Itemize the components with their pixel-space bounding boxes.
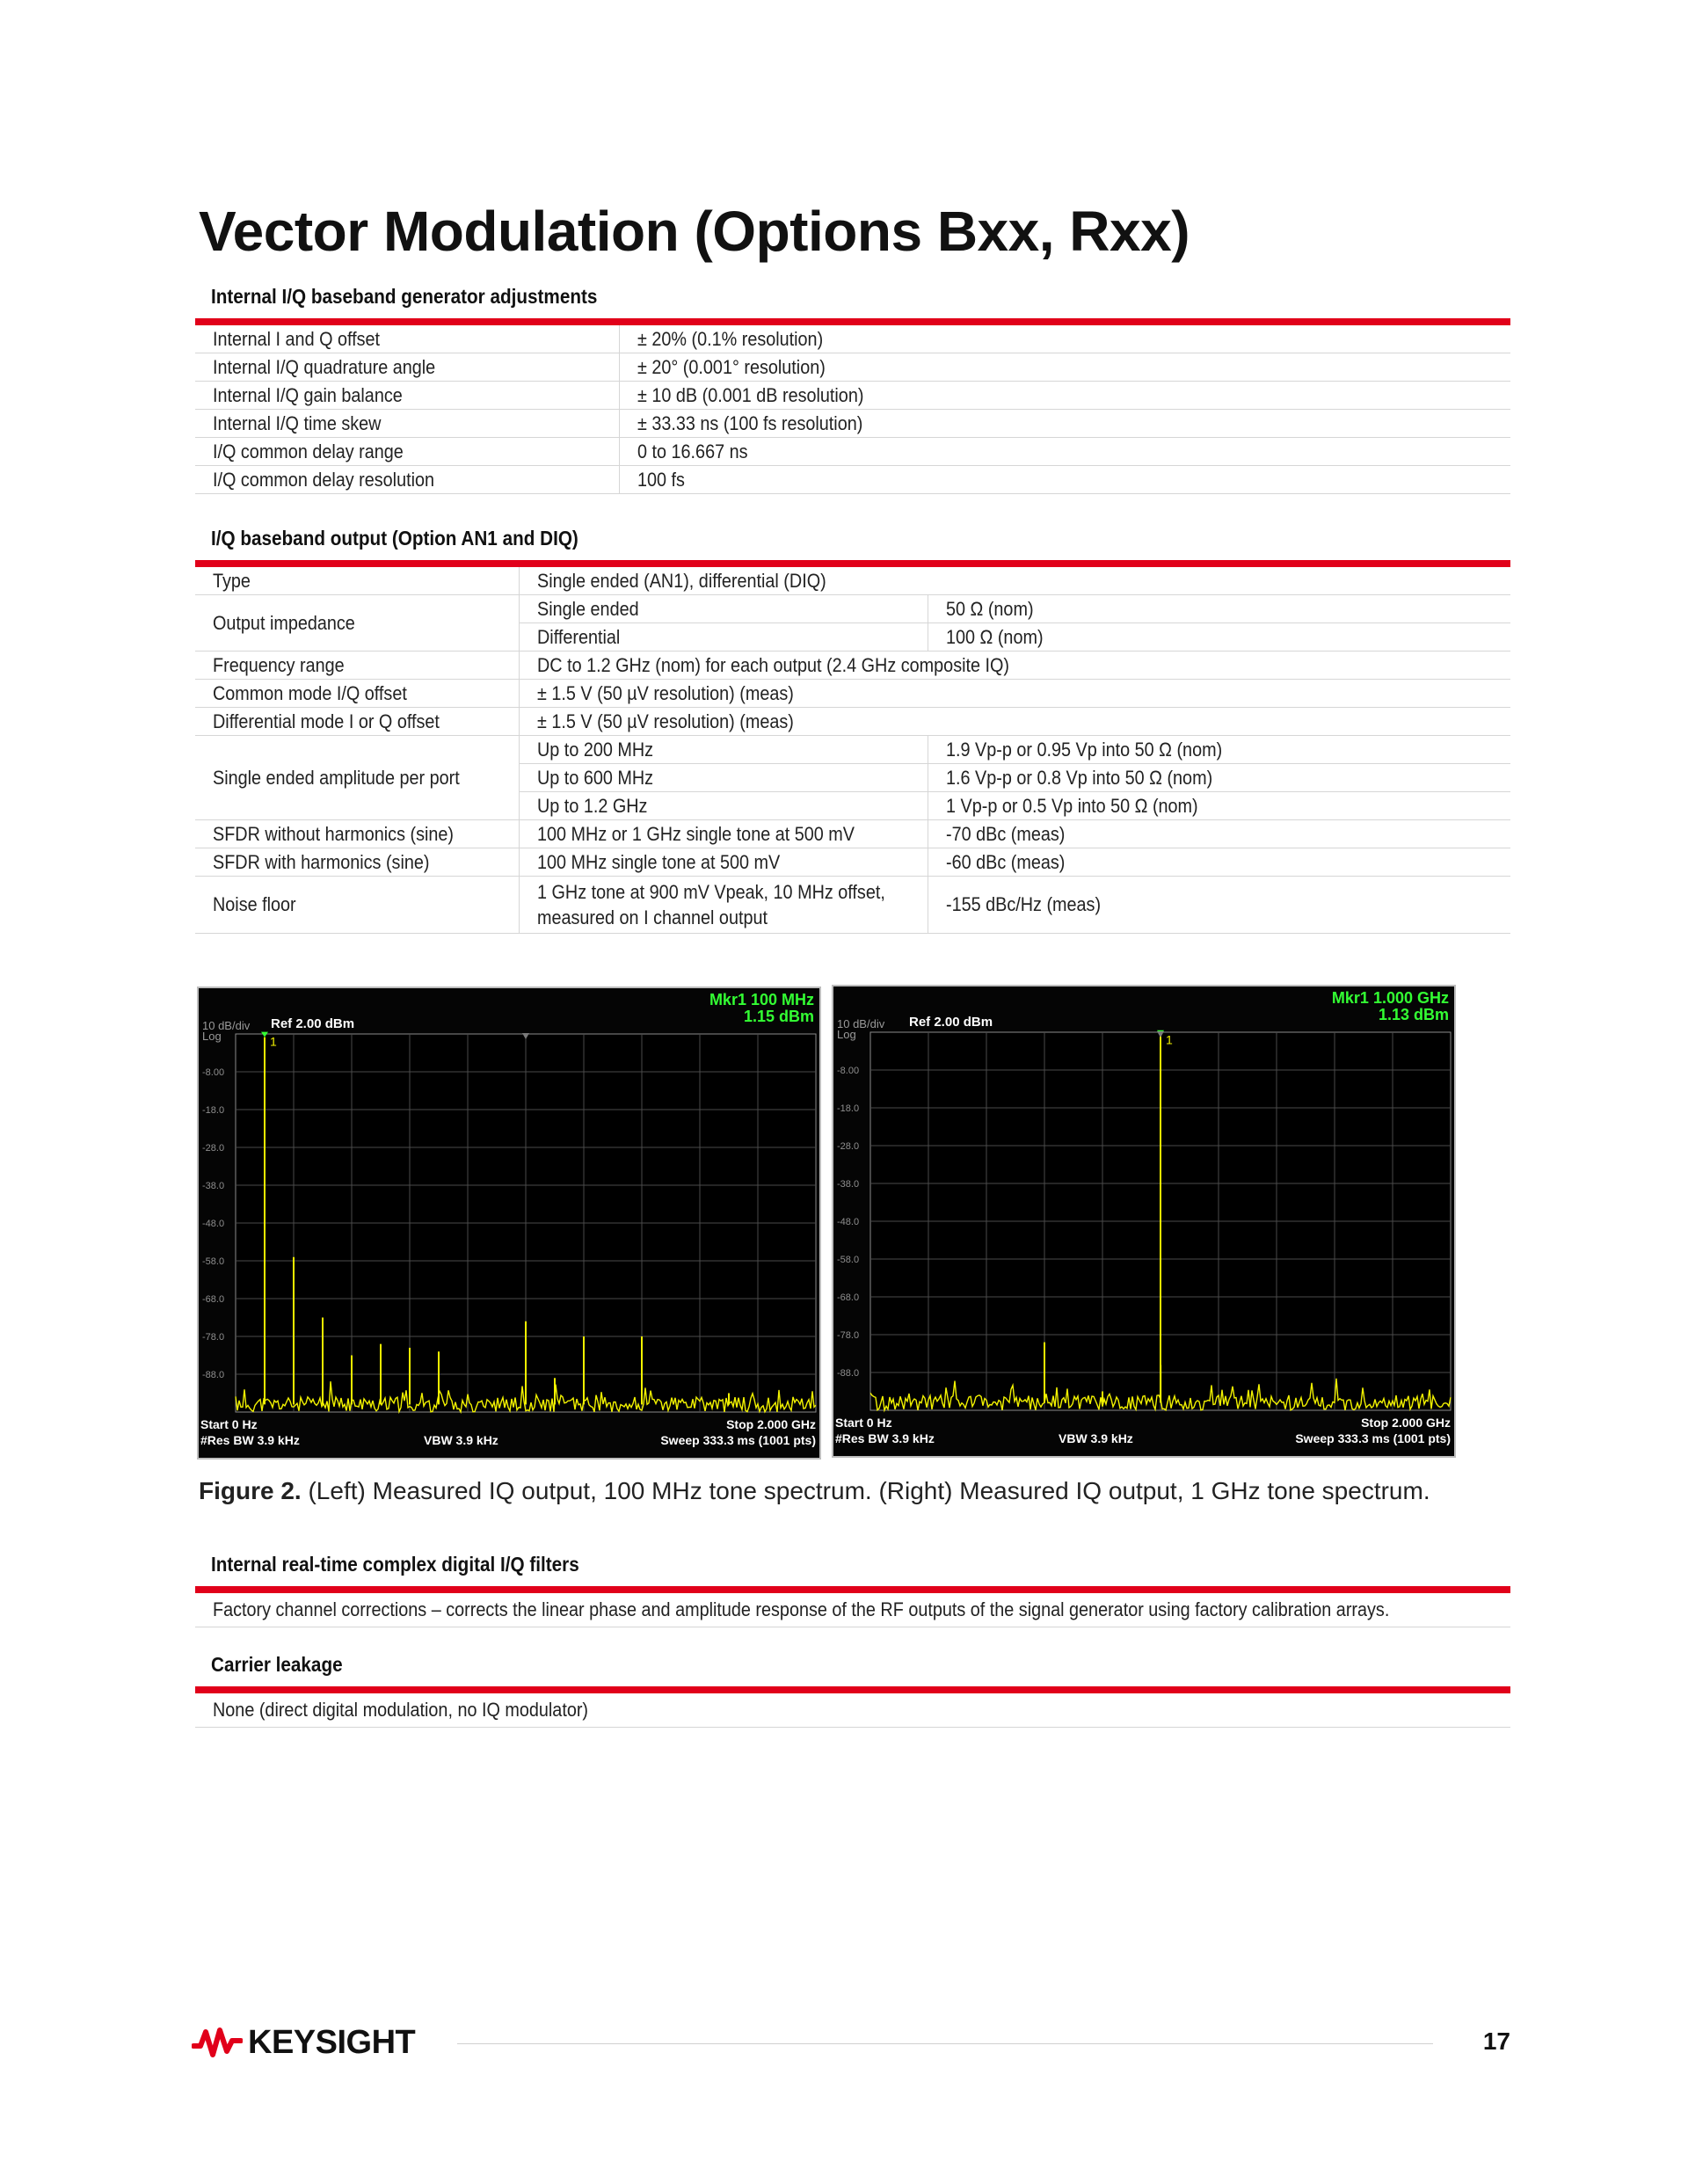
row-value: 1.6 Vp-p or 0.8 Vp into 50 Ω (nom)	[945, 766, 1212, 789]
row-condition: Up to 1.2 GHz	[536, 794, 647, 817]
table-row	[195, 1593, 1510, 1627]
carrier-leakage-table	[195, 1693, 1510, 1728]
marker-amplitude: 1.15 dBm	[743, 1008, 814, 1025]
row-value: ± 33.33 ns (100 fs resolution)	[637, 411, 862, 434]
y-tick-label: -38.0	[202, 1181, 225, 1191]
table-row	[195, 1693, 1510, 1728]
y-tick-label: -78.0	[202, 1332, 225, 1343]
spectrum-graph	[833, 986, 1454, 1456]
row-label: SFDR with harmonics (sine)	[213, 850, 430, 873]
row-value: ± 20° (0.001° resolution)	[637, 355, 826, 378]
y-tick-label: -8.00	[202, 1067, 225, 1078]
row-value: 1.9 Vp-p or 0.95 Vp into 50 Ω (nom)	[945, 738, 1222, 761]
log-label: Log	[202, 1030, 222, 1043]
row-value: ± 1.5 V (50 µV resolution) (meas)	[536, 710, 794, 732]
digital-iq-filters-table	[195, 1593, 1510, 1627]
rbw-label: #Res BW 3.9 kHz	[835, 1431, 935, 1445]
y-tick-label: -38.0	[837, 1179, 860, 1190]
keysight-logo	[192, 2020, 415, 2064]
log-label: Log	[837, 1028, 856, 1041]
spectrum-plot-1ghz	[833, 986, 1454, 1456]
table-row	[195, 680, 1510, 708]
row-label: I/Q common delay range	[213, 440, 404, 462]
table-row	[195, 708, 1510, 736]
y-tick-label: -68.0	[202, 1294, 225, 1305]
table-row	[195, 595, 1510, 623]
row-value: 50 Ω (nom)	[945, 597, 1034, 620]
table-row	[195, 848, 1510, 877]
spectrum-plot-100mhz	[199, 988, 819, 1458]
iq-baseband-output-table	[195, 567, 1510, 934]
row-label: Differential mode I or Q offset	[213, 710, 440, 732]
table-row	[195, 877, 1510, 934]
iq-baseband-output-section	[195, 525, 1510, 934]
y-tick-label: -48.0	[202, 1219, 225, 1229]
row-label: Common mode I/Q offset	[213, 681, 407, 704]
y-tick-label: -28.0	[202, 1143, 225, 1154]
row-condition: Up to 200 MHz	[536, 738, 653, 761]
row-value: 0 to 16.667 ns	[637, 440, 748, 462]
table-row	[195, 466, 1510, 494]
section-rule	[195, 1686, 1510, 1693]
row-label: Internal I/Q quadrature angle	[213, 355, 436, 378]
section-header: Internal real-time complex digital I/Q filters	[211, 1553, 579, 1576]
row-value: Single ended (AN1), differential (DIQ)	[536, 569, 826, 592]
vbw-label: VBW 3.9 kHz	[424, 1433, 498, 1447]
row-condition: 1 GHz tone at 900 mV Vpeak, 10 MHz offset, measured on I channel output	[536, 881, 885, 928]
section-rule	[195, 318, 1510, 325]
keysight-wave-icon	[192, 2025, 243, 2060]
row-value: 100 Ω (nom)	[945, 625, 1044, 648]
y-tick-label: -88.0	[837, 1368, 860, 1379]
row-value: -155 dBc/Hz (meas)	[945, 893, 1101, 915]
row-label: Type	[213, 569, 251, 592]
scale-label: 10 dB/div	[202, 1019, 251, 1032]
section-rule	[195, 1586, 1510, 1593]
table-row	[195, 325, 1510, 353]
y-tick-label: -88.0	[202, 1370, 225, 1380]
iq-adjustments-section	[195, 283, 1510, 494]
table-row	[195, 736, 1510, 764]
start-freq: Start 0 Hz	[835, 1416, 892, 1430]
marker-frequency: Mkr1 100 MHz	[709, 991, 814, 1008]
section-header: Carrier leakage	[211, 1653, 343, 1676]
row-label: Internal I/Q gain balance	[213, 383, 403, 406]
row-label: Noise floor	[213, 893, 296, 915]
stop-freq: Stop 2.000 GHz	[726, 1417, 816, 1431]
row-value: ± 1.5 V (50 µV resolution) (meas)	[536, 681, 794, 704]
section-header: Internal I/Q baseband generator adjustments	[211, 285, 598, 308]
marker-readout	[709, 992, 814, 1025]
row-value: ± 10 dB (0.001 dB resolution)	[637, 383, 863, 406]
marker-frequency: Mkr1 1.000 GHz	[1331, 989, 1449, 1007]
row-label: Internal I/Q time skew	[213, 411, 382, 434]
row-label: I/Q common delay resolution	[213, 468, 435, 491]
row-label: SFDR without harmonics (sine)	[213, 822, 454, 845]
row-value: 1 Vp-p or 0.5 Vp into 50 Ω (nom)	[945, 794, 1198, 817]
iq-adjustments-table	[195, 325, 1510, 494]
footer-rule	[457, 2043, 1433, 2044]
rbw-label: #Res BW 3.9 kHz	[200, 1433, 300, 1447]
y-tick-label: -8.00	[837, 1066, 860, 1076]
figure-caption	[199, 1475, 1430, 1507]
marker-readout	[1332, 990, 1449, 1023]
table-row	[195, 652, 1510, 680]
start-freq: Start 0 Hz	[200, 1417, 258, 1431]
logo-wordmark: KEYSIGHT	[248, 2023, 416, 2061]
y-tick-label: -68.0	[837, 1292, 860, 1303]
y-tick-label: -78.0	[837, 1330, 860, 1341]
table-row	[195, 353, 1510, 382]
row-value: -60 dBc (meas)	[945, 850, 1065, 873]
figure-label: Figure 2.	[199, 1477, 302, 1504]
row-value: DC to 1.2 GHz (nom) for each output (2.4 GHz composite IQ)	[536, 653, 1009, 676]
stop-freq: Stop 2.000 GHz	[1361, 1416, 1451, 1430]
carrier-leakage-section	[195, 1651, 1510, 1728]
table-row	[195, 820, 1510, 848]
row-value: ± 20% (0.1% resolution)	[637, 327, 823, 350]
row-value: Factory channel corrections – corrects the linear phase and amplitude response of the RF outputs of the signal generator using factory calibration arrays.	[213, 1598, 1390, 1620]
marker-number-label: 1	[270, 1034, 277, 1049]
scale-label: 10 dB/div	[837, 1017, 885, 1030]
row-condition: 100 MHz single tone at 500 mV	[536, 850, 780, 873]
row-label: Single ended amplitude per port	[213, 766, 460, 789]
row-label: Frequency range	[213, 653, 345, 676]
marker-amplitude: 1.13 dBm	[1378, 1006, 1449, 1023]
page-title: Vector Modulation (Options Bxx, Rxx)	[199, 200, 1190, 263]
ref-level-label: Ref 2.00 dBm	[271, 1016, 355, 1031]
table-row	[195, 567, 1510, 595]
row-value: None (direct digital modulation, no IQ modulator)	[213, 1699, 589, 1721]
row-condition: Differential	[536, 625, 620, 648]
figure-text: (Left) Measured IQ output, 100 MHz tone spectrum. (Right) Measured IQ output, 1 GHz tone spectrum.	[301, 1477, 1430, 1504]
row-condition: 100 MHz or 1 GHz single tone at 500 mV	[536, 822, 855, 845]
ref-level-label: Ref 2.00 dBm	[909, 1015, 993, 1030]
y-tick-label: -18.0	[202, 1105, 225, 1116]
digital-iq-filters-section	[195, 1551, 1510, 1627]
row-label: Internal I and Q offset	[213, 327, 381, 350]
y-tick-label: -28.0	[837, 1141, 860, 1152]
row-condition: Single ended	[536, 597, 639, 620]
sweep-label: Sweep 333.3 ms (1001 pts)	[660, 1433, 816, 1447]
table-row	[195, 382, 1510, 410]
row-value: -70 dBc (meas)	[945, 822, 1065, 845]
vbw-label: VBW 3.9 kHz	[1059, 1431, 1133, 1445]
section-rule	[195, 560, 1510, 567]
page-number: 17	[1482, 2027, 1510, 2055]
sweep-label: Sweep 333.3 ms (1001 pts)	[1295, 1431, 1451, 1445]
y-tick-label: -48.0	[837, 1217, 860, 1227]
row-label: Output impedance	[213, 611, 355, 634]
section-header: I/Q baseband output (Option AN1 and DIQ)	[211, 527, 578, 550]
y-tick-label: -18.0	[837, 1103, 860, 1114]
table-row	[195, 438, 1510, 466]
spectrum-graph	[199, 988, 819, 1458]
marker-number-label: 1	[1166, 1032, 1173, 1047]
table-row	[195, 410, 1510, 438]
row-condition: Up to 600 MHz	[536, 766, 653, 789]
y-tick-label: -58.0	[837, 1255, 860, 1265]
row-value: 100 fs	[637, 468, 685, 491]
y-tick-label: -58.0	[202, 1256, 225, 1267]
